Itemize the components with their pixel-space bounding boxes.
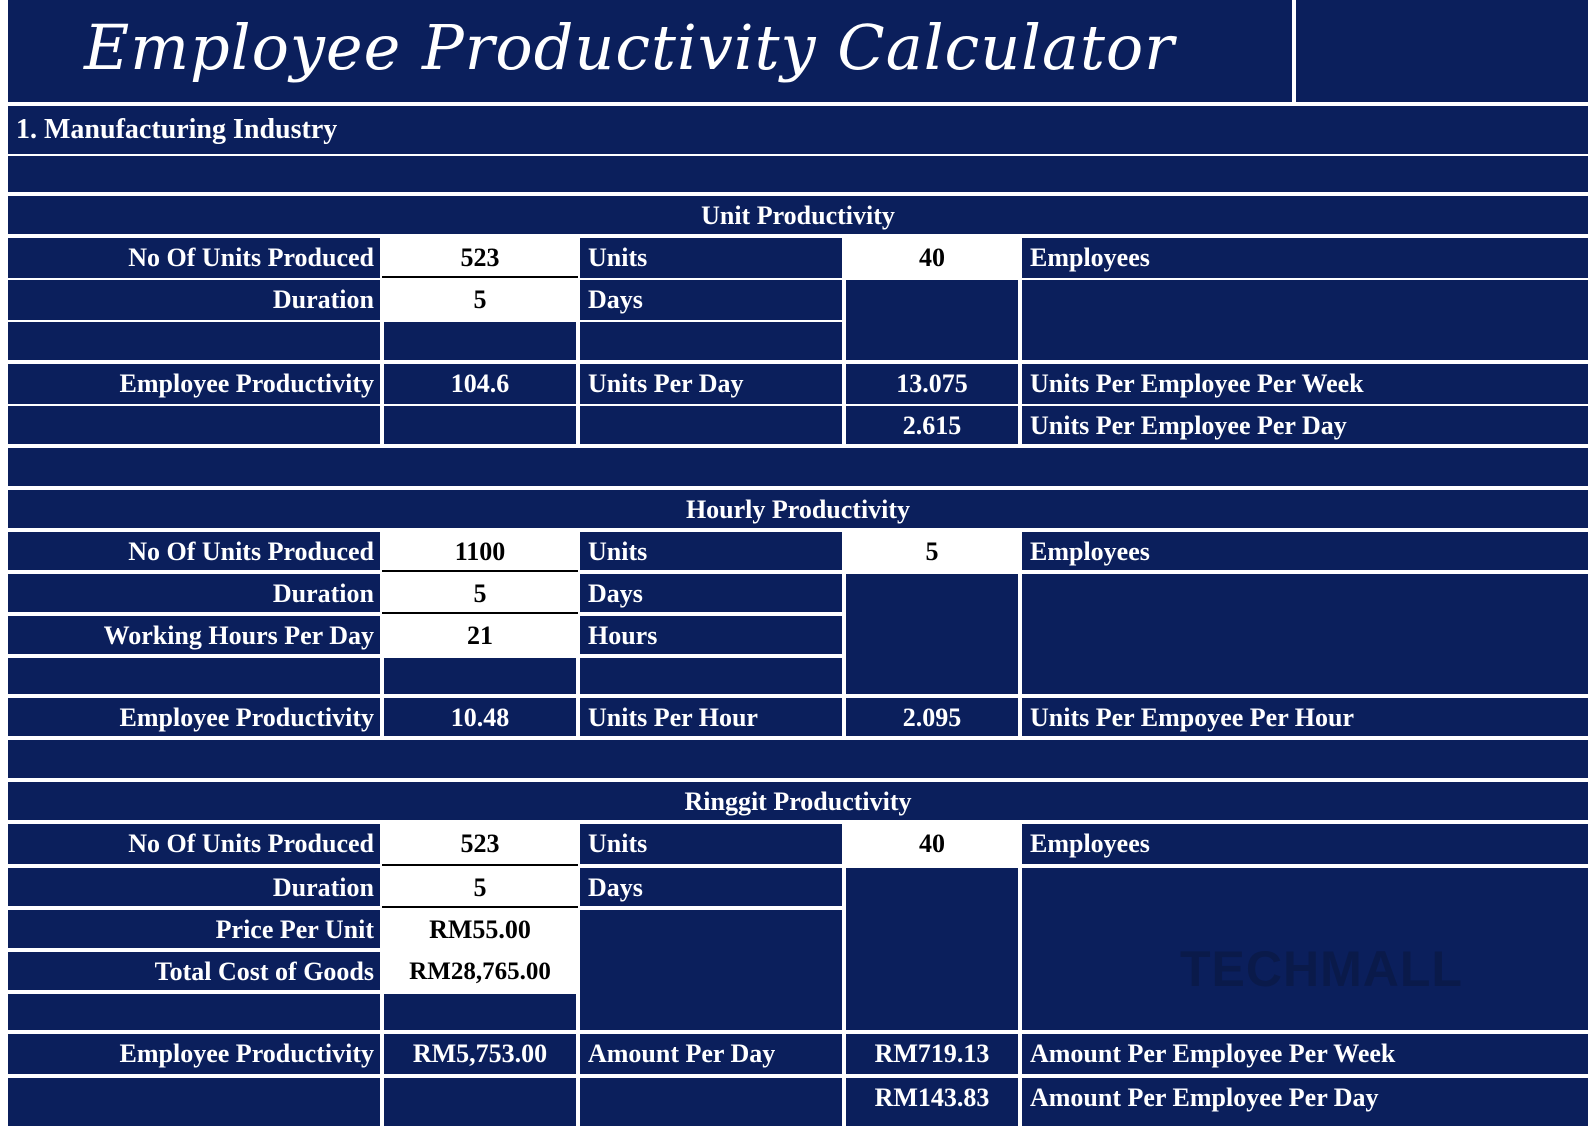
ringgit-week-label: Amount Per Employee Per Week <box>1022 1034 1588 1074</box>
spacer-row <box>8 740 1588 778</box>
title-side-cell[interactable] <box>1296 0 1588 102</box>
spacer-row <box>8 156 1588 192</box>
section-title: 1. Manufacturing Industry <box>8 106 1588 154</box>
unit-week-value: 13.075 <box>846 364 1018 404</box>
blank-cell <box>384 406 576 444</box>
ringgit-productivity-label: Employee Productivity <box>8 1034 380 1074</box>
blank-cell <box>8 1078 380 1126</box>
blank-cell <box>8 658 380 694</box>
hourly-duration-input[interactable]: 5 <box>382 574 578 614</box>
ringgit-week-value: RM719.13 <box>846 1034 1018 1074</box>
ringgit-day-value: RM143.83 <box>846 1078 1018 1126</box>
unit-employees-input[interactable]: 40 <box>844 238 1020 278</box>
ringgit-blank-cell <box>846 868 1018 1030</box>
blank-cell <box>8 322 380 360</box>
hourly-blank-cell <box>846 574 1018 694</box>
ringgit-units-input[interactable]: 523 <box>382 824 578 866</box>
ringgit-duration-label: Duration <box>8 868 380 906</box>
hourly-units-input[interactable]: 1100 <box>382 532 578 572</box>
unit-blank-cell <box>1022 280 1588 360</box>
spacer-row <box>8 448 1588 486</box>
blank-cell <box>580 910 842 1030</box>
hourly-employees-input[interactable]: 5 <box>844 532 1020 572</box>
blank-cell <box>384 1078 576 1126</box>
ringgit-price-input[interactable]: RM55.00 <box>382 910 578 948</box>
hourly-productivity-label: Employee Productivity <box>8 698 380 736</box>
blank-cell <box>8 406 380 444</box>
hourly-hour-value: 2.095 <box>846 698 1018 736</box>
ringgit-productivity-heading: Ringgit Productivity <box>8 782 1588 820</box>
ringgit-duration-input[interactable]: 5 <box>382 868 578 908</box>
hourly-hours-input[interactable]: 21 <box>382 616 578 656</box>
unit-duration-input[interactable]: 5 <box>382 280 578 320</box>
ringgit-productivity-value: RM5,753.00 <box>384 1034 576 1074</box>
unit-productivity-value: 104.6 <box>384 364 576 404</box>
watermark: TECHMALL <box>1180 941 1463 997</box>
ringgit-day-label: Amount Per Employee Per Day <box>1022 1078 1588 1126</box>
unit-productivity-label: Employee Productivity <box>8 364 380 404</box>
blank-cell <box>580 322 842 360</box>
ringgit-total-value: RM28,765.00 <box>382 952 578 990</box>
hourly-productivity-value: 10.48 <box>384 698 576 736</box>
unit-units-label: No Of Units Produced <box>8 238 380 278</box>
hourly-productivity-heading: Hourly Productivity <box>8 490 1588 528</box>
hourly-hours-unit: Hours <box>580 616 842 654</box>
ringgit-units-label: No Of Units Produced <box>8 824 380 864</box>
unit-employees-label: Employees <box>1022 238 1588 278</box>
blank-cell <box>8 994 380 1030</box>
unit-duration-label: Duration <box>8 280 380 320</box>
hourly-employees-label: Employees <box>1022 532 1588 570</box>
blank-cell <box>384 994 576 1030</box>
unit-week-label: Units Per Employee Per Week <box>1022 364 1588 404</box>
ringgit-total-label: Total Cost of Goods <box>8 952 380 990</box>
hourly-duration-label: Duration <box>8 574 380 612</box>
unit-units-input[interactable]: 523 <box>382 238 578 278</box>
hourly-productivity-unit: Units Per Hour <box>580 698 842 736</box>
blank-cell <box>384 322 576 360</box>
blank-cell <box>580 1078 842 1126</box>
ringgit-units-unit: Units <box>580 824 842 864</box>
unit-day-label: Units Per Employee Per Day <box>1022 406 1588 444</box>
unit-units-unit: Units <box>580 238 842 278</box>
hourly-hours-label: Working Hours Per Day <box>8 616 380 654</box>
hourly-units-label: No Of Units Produced <box>8 532 380 570</box>
page-title: Employee Productivity Calculator <box>8 0 1292 102</box>
unit-productivity-unit: Units Per Day <box>580 364 842 404</box>
blank-cell <box>580 406 842 444</box>
ringgit-duration-unit: Days <box>580 868 842 906</box>
hourly-duration-unit: Days <box>580 574 842 612</box>
hourly-hour-label: Units Per Empoyee Per Hour <box>1022 698 1588 736</box>
unit-blank-cell <box>846 280 1018 360</box>
ringgit-price-label: Price Per Unit <box>8 910 380 948</box>
unit-day-value: 2.615 <box>846 406 1018 444</box>
unit-duration-unit: Days <box>580 280 842 320</box>
hourly-units-unit: Units <box>580 532 842 570</box>
hourly-blank-cell <box>1022 574 1588 694</box>
blank-cell <box>384 658 576 694</box>
ringgit-employees-label: Employees <box>1022 824 1588 864</box>
ringgit-employees-input[interactable]: 40 <box>844 824 1020 866</box>
ringgit-productivity-unit: Amount Per Day <box>580 1034 842 1074</box>
unit-productivity-heading: Unit Productivity <box>8 196 1588 234</box>
blank-cell <box>580 658 842 694</box>
